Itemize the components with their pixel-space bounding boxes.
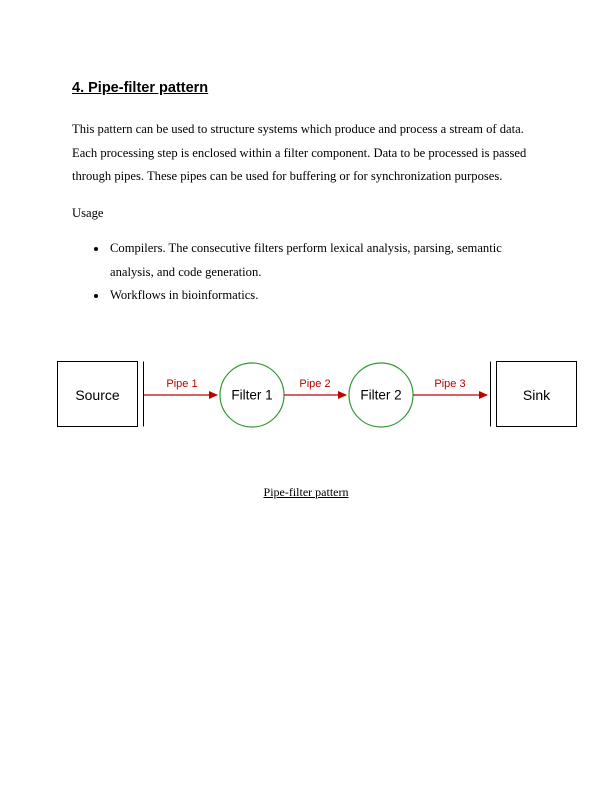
sink-label: Sink [522,386,551,403]
pipe2-label: Pipe 2 [299,377,331,390]
list-item [108,284,520,308]
pipe-filter-diagram [57,353,579,453]
diagram-svg [57,353,579,453]
body-paragraph: This pattern can be used to structure systems which produce and process a stream of data. Each processing step is enclosed within a filter component. Data to be processed is passed through pipes. These pipes can be used for buffering or for synchronization purposes. [72,122,527,183]
list-item [108,237,520,284]
usage-label: Usage [72,205,104,220]
source-label: Source [75,386,120,403]
bullet-text: Compilers. The consecutive filters perform lexical analysis, parsing, semantic analysis, and code generation. [110,241,502,279]
filter1-label: Filter 1 [231,387,273,402]
usage-list [72,237,546,308]
section-heading: 4. Pipe-filter pattern [72,80,209,96]
bullet-text: Workflows in bioinformatics. [110,288,259,302]
filter2-label: Filter 2 [360,387,402,402]
pipe3-label: Pipe 3 [434,377,466,390]
diagram-caption: Pipe-filter pattern [263,484,349,499]
pipe1-label: Pipe 1 [166,377,198,390]
